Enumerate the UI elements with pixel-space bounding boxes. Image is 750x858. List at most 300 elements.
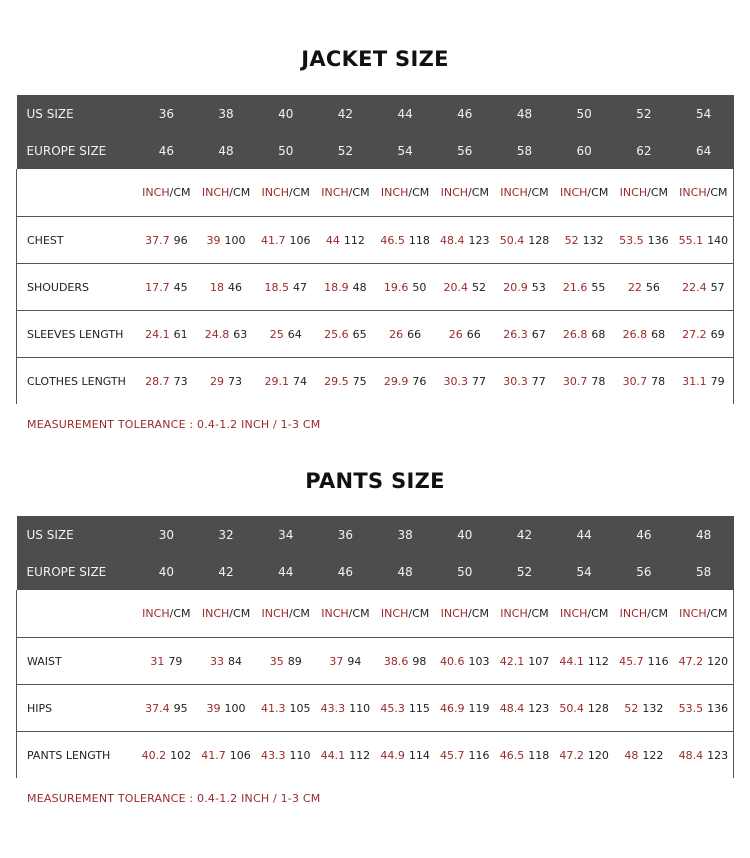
- cm-value: 67: [531, 327, 546, 341]
- measurement-cell: [435, 217, 495, 264]
- unit-cm: CM: [710, 607, 728, 620]
- measurement-pair: [619, 655, 669, 668]
- cm-value: 66: [466, 327, 481, 341]
- unit-header: [554, 590, 614, 638]
- measurement-pair: [329, 655, 361, 668]
- unit-cm: CM: [471, 186, 489, 199]
- measurement-pair: [270, 328, 302, 341]
- cm-value: 78: [651, 374, 666, 388]
- pants-us-size-row: [17, 516, 734, 553]
- pants-size-title: PANTS SIZE: [305, 469, 445, 493]
- inch-value: 28.7: [145, 374, 170, 388]
- jacket-size-title: JACKET SIZE: [301, 47, 449, 71]
- inch-value: 39: [206, 701, 221, 715]
- measurement-pair: [321, 749, 371, 762]
- measurement-label: SHOUDERS: [17, 264, 137, 311]
- measurement-cell: [316, 217, 376, 264]
- measurement-cell: [196, 638, 256, 685]
- inch-value: 33: [210, 654, 225, 668]
- measurement-pair: [440, 749, 490, 762]
- us-size-value: 42: [516, 527, 533, 542]
- unit-separator: /: [348, 186, 353, 199]
- measurement-pair: [682, 281, 725, 294]
- unit-cm: CM: [173, 607, 191, 620]
- unit-header: [316, 590, 376, 638]
- unit-inch: INCH: [261, 186, 289, 199]
- unit-cm: CM: [173, 186, 191, 199]
- measurement-label: CHEST: [17, 217, 137, 264]
- measurement-cell: [256, 264, 316, 311]
- unit-separator: /: [288, 186, 293, 199]
- unit-cm: CM: [412, 607, 430, 620]
- unit-separator: /: [348, 607, 353, 620]
- inch-value: 18.5: [264, 280, 289, 294]
- measurement-label: WAIST: [17, 638, 137, 685]
- measurement-cell: [495, 638, 555, 685]
- europe-size-value: 54: [397, 143, 413, 158]
- measurement-pair: [210, 655, 242, 668]
- cm-value: 115: [408, 701, 430, 715]
- unit-cm: CM: [531, 607, 549, 620]
- unit-header: [256, 169, 316, 217]
- measurement-pair: [559, 702, 609, 715]
- inch-value: 19.6: [383, 280, 409, 294]
- measurement-cell: [256, 217, 316, 264]
- measurement-pair: [624, 702, 663, 715]
- measurement-cell: [495, 732, 555, 779]
- jacket-us-size-row: [17, 95, 734, 132]
- measurement-pair: [440, 655, 490, 668]
- measurement-cell: [196, 732, 256, 779]
- measurement-cell: [137, 217, 197, 264]
- measurement-cell: [614, 358, 674, 405]
- europe-size-value: 58: [516, 143, 533, 158]
- measurement-row: [17, 264, 734, 311]
- cm-value: 114: [408, 748, 430, 762]
- inch-value: 26: [389, 327, 404, 341]
- cm-value: 116: [647, 654, 669, 668]
- unit-separator: /: [706, 607, 711, 620]
- inch-value: 24.8: [204, 327, 230, 341]
- measurement-row: [17, 732, 734, 779]
- europe-size-value: 40: [158, 564, 174, 579]
- measurement-label: PANTS LENGTH: [17, 732, 137, 779]
- cm-value: 136: [647, 233, 669, 247]
- inch-value: 20.9: [503, 280, 528, 294]
- measurement-cell: [674, 685, 734, 732]
- cm-value: 48: [352, 280, 367, 294]
- inch-value: 48.4: [499, 701, 525, 715]
- unit-inch: INCH: [142, 607, 170, 620]
- europe-size-value: 50: [457, 564, 473, 579]
- measurement-cell: [375, 217, 435, 264]
- unit-header: [674, 169, 734, 217]
- measurement-cell: [674, 217, 734, 264]
- measurement-pair: [150, 655, 182, 668]
- unit-header: [614, 590, 674, 638]
- measurement-cell: [554, 358, 614, 405]
- cm-value: 56: [645, 280, 660, 294]
- measurement-pair: [142, 749, 192, 762]
- cm-value: 77: [472, 374, 487, 388]
- cm-value: 106: [229, 748, 251, 762]
- measurement-cell: [435, 685, 495, 732]
- us-size-value: 48: [516, 106, 533, 121]
- europe-size-value: 60: [576, 143, 592, 158]
- measurement-cell: [614, 732, 674, 779]
- cm-value: 66: [407, 327, 422, 341]
- inch-value: 45.7: [440, 748, 465, 762]
- measurement-pair: [384, 281, 427, 294]
- unit-inch: INCH: [559, 186, 588, 199]
- unit-header: [674, 590, 734, 638]
- cm-value: 110: [349, 701, 371, 715]
- inch-value: 24.1: [145, 327, 170, 341]
- unit-header: [495, 590, 555, 638]
- units-row-empty-label: [17, 169, 137, 217]
- inch-value: 52: [564, 233, 579, 247]
- unit-cm: CM: [352, 186, 370, 199]
- inch-value: 35: [269, 654, 284, 668]
- us-size-label: US SIZE: [26, 527, 74, 542]
- measurement-pair: [440, 234, 490, 247]
- measurement-cell: [375, 638, 435, 685]
- units-row-empty-label: [17, 590, 137, 638]
- inch-value: 21.6: [562, 280, 588, 294]
- measurement-cell: [495, 685, 555, 732]
- measurement-cell: [375, 264, 435, 311]
- measurement-pair: [500, 655, 550, 668]
- measurement-pair: [500, 234, 550, 247]
- inch-value: 52: [624, 701, 639, 715]
- cm-value: 75: [352, 374, 367, 388]
- measurement-cell: [196, 311, 256, 358]
- europe-size-value: 46: [337, 564, 354, 579]
- unit-cm: CM: [591, 607, 609, 620]
- europe-size-value: 56: [636, 564, 652, 579]
- inch-value: 46.9: [440, 701, 465, 715]
- measurement-pair: [623, 375, 666, 388]
- jacket-units-row: [17, 169, 734, 217]
- measurement-pair: [389, 328, 421, 341]
- measurement-pair: [145, 281, 188, 294]
- unit-separator: /: [288, 607, 293, 620]
- measurement-cell: [674, 264, 734, 311]
- europe-size-value: 64: [695, 143, 712, 158]
- cm-value: 96: [173, 233, 188, 247]
- unit-separator: /: [229, 607, 234, 620]
- cm-value: 128: [528, 233, 550, 247]
- inch-value: 45.3: [380, 701, 405, 715]
- inch-value: 44.9: [380, 748, 405, 762]
- measurement-cell: [495, 217, 555, 264]
- unit-inch: INCH: [440, 607, 469, 620]
- us-size-value: 54: [695, 106, 712, 121]
- inch-value: 30.3: [443, 374, 469, 388]
- measurement-pair: [619, 234, 669, 247]
- measurement-cell: [614, 685, 674, 732]
- inch-value: 48.4: [440, 233, 465, 247]
- cm-value: 95: [173, 701, 188, 715]
- inch-value: 31.1: [682, 374, 707, 388]
- measurement-cell: [495, 358, 555, 405]
- measurement-pair: [565, 234, 604, 247]
- jacket-europe-size-row: [17, 132, 734, 169]
- measurement-cell: [137, 311, 197, 358]
- pants-europe-size-row: [17, 553, 734, 590]
- us-size-value: 40: [457, 527, 473, 542]
- measurement-cell: [614, 264, 674, 311]
- measurement-pair: [324, 328, 367, 341]
- measurement-row: [17, 685, 734, 732]
- inch-value: 41.3: [260, 701, 286, 715]
- inch-value: 25: [269, 327, 284, 341]
- cm-value: 94: [347, 654, 362, 668]
- measurement-cell: [256, 311, 316, 358]
- unit-header: [196, 169, 256, 217]
- us-size-value: 34: [278, 527, 294, 542]
- unit-cm: CM: [710, 186, 728, 199]
- measurement-pair: [264, 375, 307, 388]
- unit-inch: INCH: [500, 186, 528, 199]
- inch-value: 50.4: [499, 233, 525, 247]
- measurement-cell: [316, 732, 376, 779]
- unit-separator: /: [408, 186, 413, 199]
- measurement-pair: [207, 702, 246, 715]
- measurement-cell: [196, 217, 256, 264]
- measurement-cell: [614, 217, 674, 264]
- unit-header: [137, 169, 197, 217]
- europe-size-value: 52: [337, 143, 354, 158]
- unit-separator: /: [647, 186, 651, 199]
- unit-cm: CM: [292, 186, 310, 199]
- cm-value: 120: [587, 748, 609, 762]
- measurement-pair: [682, 328, 725, 341]
- measurement-cell: [554, 638, 614, 685]
- measurement-row: [17, 311, 734, 358]
- cm-value: 103: [468, 654, 490, 668]
- cm-value: 100: [224, 701, 246, 715]
- measurement-cell: [435, 638, 495, 685]
- cm-value: 74: [292, 374, 307, 388]
- unit-inch: INCH: [440, 186, 469, 199]
- measurement-cell: [137, 685, 197, 732]
- unit-separator: /: [527, 607, 532, 620]
- measurement-cell: [674, 311, 734, 358]
- unit-inch: INCH: [261, 607, 289, 620]
- inch-value: 26: [448, 327, 463, 341]
- inch-value: 43.3: [320, 701, 346, 715]
- inch-value: 37.4: [145, 701, 170, 715]
- inch-value: 42.1: [499, 654, 525, 668]
- cm-value: 68: [591, 327, 606, 341]
- inch-value: 46.5: [380, 233, 405, 247]
- inch-value: 22: [627, 280, 642, 294]
- us-size-value: 40: [278, 106, 294, 121]
- europe-size-label: EUROPE SIZE: [26, 143, 107, 158]
- cm-value: 65: [352, 327, 367, 341]
- measurement-pair: [563, 328, 606, 341]
- cm-value: 77: [531, 374, 546, 388]
- unit-cm: CM: [650, 607, 668, 620]
- us-size-value: 36: [337, 527, 354, 542]
- unit-inch: INCH: [321, 607, 349, 620]
- measurement-pair: [679, 234, 729, 247]
- cm-value: 132: [642, 701, 664, 715]
- measurement-cell: [614, 311, 674, 358]
- measurement-pair: [264, 281, 307, 294]
- europe-size-value: 54: [576, 564, 592, 579]
- inch-value: 44.1: [320, 748, 346, 762]
- measurement-cell: [256, 638, 316, 685]
- cm-value: 64: [287, 327, 302, 341]
- europe-size-value: 62: [636, 143, 652, 158]
- measurement-cell: [316, 264, 376, 311]
- cm-value: 98: [412, 654, 427, 668]
- unit-separator: /: [587, 607, 592, 620]
- measurement-cell: [316, 358, 376, 405]
- measurement-cell: [375, 311, 435, 358]
- measurement-pair: [261, 234, 311, 247]
- cm-value: 112: [349, 748, 371, 762]
- measurement-cell: [435, 264, 495, 311]
- measurement-pair: [682, 375, 725, 388]
- measurement-cell: [554, 264, 614, 311]
- unit-separator: /: [468, 607, 472, 620]
- cm-value: 73: [228, 374, 243, 388]
- cm-value: 69: [710, 327, 725, 341]
- europe-size-value: 48: [397, 564, 413, 579]
- cm-value: 105: [289, 701, 311, 715]
- unit-inch: INCH: [559, 607, 588, 620]
- europe-size-value: 56: [457, 143, 473, 158]
- measurement-pair: [205, 328, 248, 341]
- us-size-value: 44: [397, 106, 413, 121]
- cm-value: 84: [228, 654, 243, 668]
- measurement-cell: [495, 264, 555, 311]
- measurement-cell: [375, 358, 435, 405]
- measurement-pair: [210, 375, 242, 388]
- inch-value: 17.7: [145, 280, 170, 294]
- measurement-cell: [674, 638, 734, 685]
- measurement-pair: [559, 655, 609, 668]
- us-size-value: 46: [636, 527, 652, 542]
- unit-header: [614, 169, 674, 217]
- measurement-pair: [449, 328, 481, 341]
- europe-size-value: 46: [158, 143, 174, 158]
- cm-value: 120: [707, 654, 729, 668]
- measurement-pair: [500, 702, 550, 715]
- cm-value: 119: [468, 701, 490, 715]
- measurement-cell: [674, 732, 734, 779]
- measurement-pair: [679, 749, 729, 762]
- measurement-pair: [623, 328, 666, 341]
- measurement-pair: [270, 655, 302, 668]
- cm-value: 78: [591, 374, 606, 388]
- unit-inch: INCH: [380, 607, 409, 620]
- inch-value: 44: [325, 233, 340, 247]
- measurement-label: SLEEVES LENGTH: [17, 311, 137, 358]
- measurement-pair: [444, 281, 487, 294]
- inch-value: 41.7: [201, 748, 226, 762]
- inch-value: 48.4: [678, 748, 704, 762]
- inch-value: 40.6: [440, 654, 465, 668]
- cm-value: 122: [642, 748, 664, 762]
- unit-cm: CM: [591, 186, 609, 199]
- us-size-value: 48: [695, 527, 712, 542]
- us-size-value: 36: [158, 106, 174, 121]
- measurement-cell: [137, 358, 197, 405]
- inch-value: 29: [210, 374, 225, 388]
- measurement-cell: [674, 358, 734, 405]
- inch-value: 53.5: [619, 233, 644, 247]
- inch-value: 37: [329, 654, 344, 668]
- cm-value: 128: [587, 701, 609, 715]
- unit-separator: /: [468, 186, 472, 199]
- measurement-pair: [324, 281, 367, 294]
- unit-cm: CM: [471, 607, 489, 620]
- measurement-pair: [210, 281, 242, 294]
- measurement-pair: [380, 702, 430, 715]
- measurement-pair: [321, 702, 371, 715]
- us-size-value: 32: [218, 527, 234, 542]
- cm-value: 140: [707, 233, 729, 247]
- cm-value: 107: [528, 654, 550, 668]
- measurement-pair: [324, 375, 367, 388]
- inch-value: 18.9: [324, 280, 349, 294]
- measurement-cell: [196, 264, 256, 311]
- measurement-row: [17, 638, 734, 685]
- pants-measurement-tolerance: MEASUREMENT TOLERANCE : 0.4-1.2 INCH / 1-3 CM: [27, 792, 321, 805]
- unit-inch: INCH: [679, 607, 707, 620]
- measurement-cell: [375, 732, 435, 779]
- cm-value: 118: [528, 748, 550, 762]
- measurement-pair: [500, 749, 550, 762]
- inch-value: 44.1: [559, 654, 584, 668]
- cm-value: 110: [289, 748, 311, 762]
- measurement-cell: [316, 311, 376, 358]
- cm-value: 61: [173, 327, 188, 341]
- inch-value: 31: [150, 654, 165, 668]
- unit-header: [435, 590, 495, 638]
- measurement-row: [17, 217, 734, 264]
- unit-cm: CM: [292, 607, 310, 620]
- inch-value: 29.5: [324, 374, 349, 388]
- measurement-cell: [137, 264, 197, 311]
- unit-header: [375, 169, 435, 217]
- unit-inch: INCH: [500, 607, 528, 620]
- measurement-cell: [614, 638, 674, 685]
- cm-value: 47: [292, 280, 307, 294]
- measurement-pair: [380, 234, 430, 247]
- measurement-cell: [435, 732, 495, 779]
- measurement-cell: [375, 685, 435, 732]
- us-size-value: 38: [397, 527, 413, 542]
- measurement-cell: [316, 638, 376, 685]
- measurement-pair: [563, 281, 606, 294]
- inch-value: 18: [210, 280, 225, 294]
- inch-value: 30.7: [562, 374, 588, 388]
- unit-inch: INCH: [201, 607, 230, 620]
- cm-value: 123: [468, 233, 490, 247]
- measurement-pair: [679, 702, 729, 715]
- unit-inch: INCH: [142, 186, 170, 199]
- unit-inch: INCH: [321, 186, 349, 199]
- measurement-cell: [435, 358, 495, 405]
- unit-inch: INCH: [679, 186, 707, 199]
- measurement-pair: [628, 281, 660, 294]
- pants-units-row: [17, 590, 734, 638]
